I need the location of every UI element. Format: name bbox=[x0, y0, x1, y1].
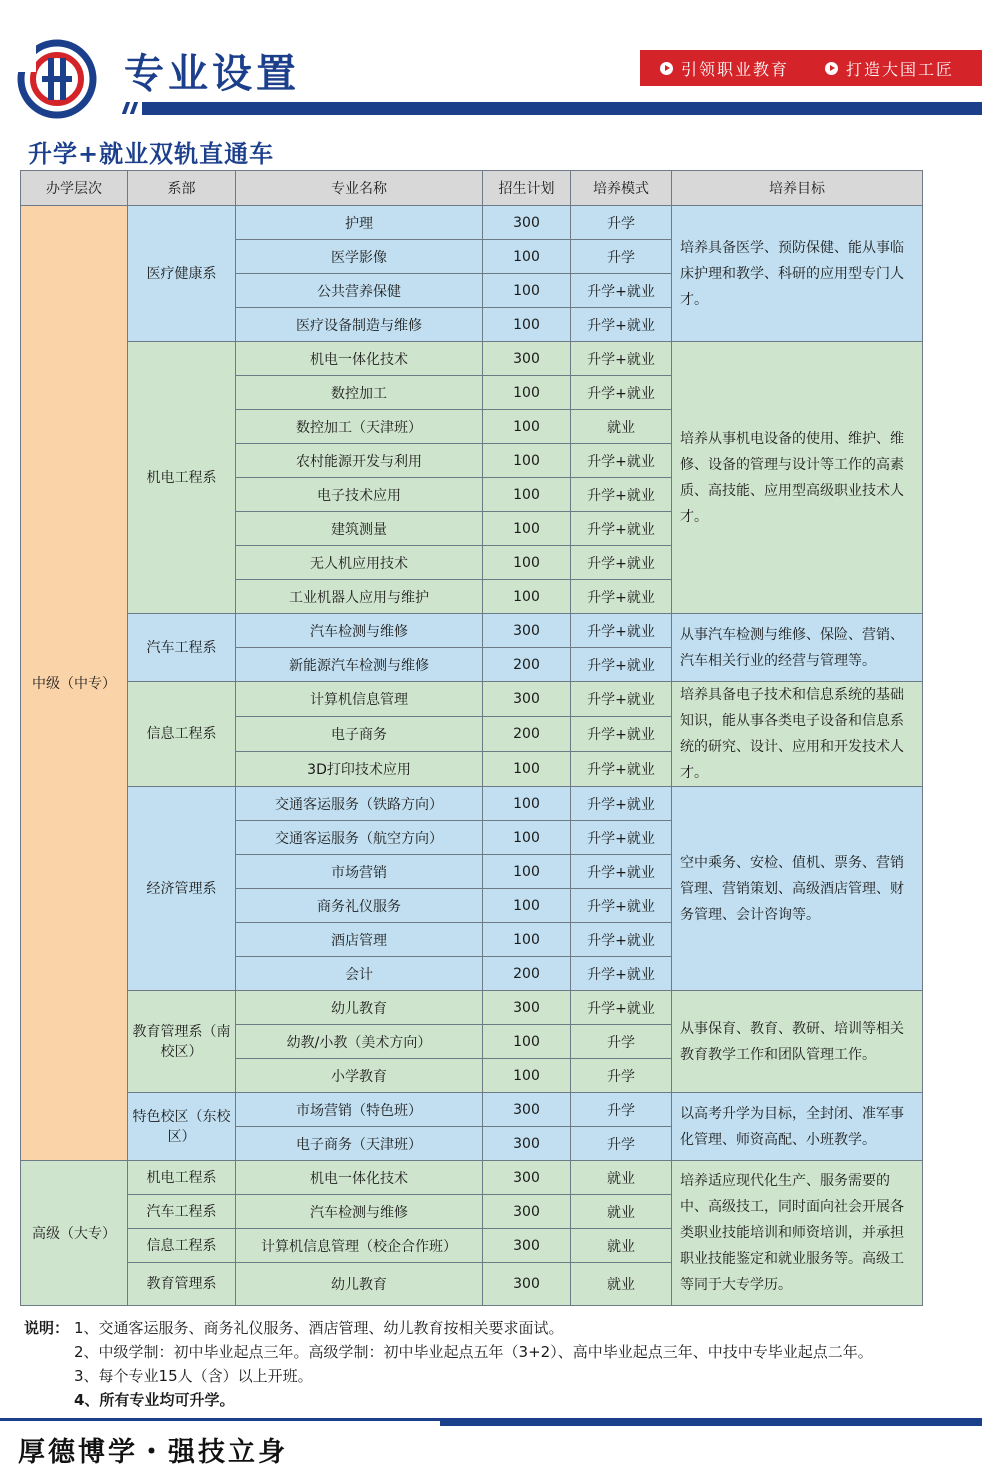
enrollment-cell: 300 bbox=[483, 1161, 571, 1195]
mode-cell: 升学 bbox=[571, 1059, 672, 1093]
enrollment-cell: 100 bbox=[483, 889, 571, 923]
program-name-cell: 商务礼仪服务 bbox=[236, 889, 483, 923]
header-stripe bbox=[130, 102, 138, 114]
program-name-cell: 工业机器人应用与维护 bbox=[236, 580, 483, 614]
note-item bbox=[24, 1388, 873, 1412]
department-cell: 机电工程系 bbox=[128, 342, 236, 614]
table-row bbox=[21, 991, 923, 1025]
slogan-text: 引领职业教育 bbox=[681, 59, 790, 79]
enrollment-cell: 300 bbox=[483, 682, 571, 717]
enrollment-cell: 200 bbox=[483, 717, 571, 752]
program-name-cell: 医疗设备制造与维修 bbox=[236, 308, 483, 342]
program-name-cell: 机电一体化技术 bbox=[236, 1161, 483, 1195]
column-header: 培养模式 bbox=[571, 171, 672, 206]
program-name-cell: 无人机应用技术 bbox=[236, 546, 483, 580]
program-name-cell: 幼教/小教（美术方向） bbox=[236, 1025, 483, 1059]
department-cell: 经济管理系 bbox=[128, 787, 236, 991]
mode-cell: 升学+就业 bbox=[571, 546, 672, 580]
department-cell: 信息工程系 bbox=[128, 682, 236, 787]
mode-cell: 就业 bbox=[571, 1161, 672, 1195]
footer-divider bbox=[440, 1420, 982, 1426]
program-name-cell: 汽车检测与维修 bbox=[236, 1195, 483, 1229]
goal-cell: 从事汽车检测与维修、保险、营销、汽车相关行业的经营与管理等。 bbox=[672, 614, 923, 682]
mode-cell: 就业 bbox=[571, 1229, 672, 1263]
note-text: 2、中级学制：初中毕业起点三年。高级学制：初中毕业起点五年（3+2）、高中毕业起点三年、中技中专毕业起点二年。 bbox=[74, 1343, 873, 1361]
mode-cell: 升学+就业 bbox=[571, 376, 672, 410]
enrollment-cell: 300 bbox=[483, 1093, 571, 1127]
header-stripe bbox=[142, 102, 982, 115]
mode-cell: 升学+就业 bbox=[571, 342, 672, 376]
mode-cell: 升学+就业 bbox=[571, 682, 672, 717]
column-header: 系部 bbox=[128, 171, 236, 206]
program-name-cell: 市场营销（特色班） bbox=[236, 1093, 483, 1127]
goal-cell: 培养具备电子技术和信息系统的基础知识，能从事各类电子设备和信息系统的研究、设计、应用和开发技术人才。 bbox=[672, 682, 923, 787]
table-header-row bbox=[21, 171, 923, 206]
mode-cell: 升学 bbox=[571, 1127, 672, 1161]
goal-cell: 培养从事机电设备的使用、维护、维修、设备的管理与设计等工作的高素质、高技能、应用型高级职业技术人才。 bbox=[672, 342, 923, 614]
enrollment-cell: 100 bbox=[483, 512, 571, 546]
enrollment-cell: 100 bbox=[483, 546, 571, 580]
enrollment-cell: 100 bbox=[483, 240, 571, 274]
mode-cell: 升学+就业 bbox=[571, 444, 672, 478]
enrollment-cell: 100 bbox=[483, 787, 571, 821]
play-icon bbox=[660, 62, 673, 75]
slogan-bar bbox=[640, 50, 982, 86]
enrollment-cell: 100 bbox=[483, 821, 571, 855]
program-table bbox=[20, 170, 923, 1306]
program-name-cell: 小学教育 bbox=[236, 1059, 483, 1093]
mode-cell: 升学 bbox=[571, 1093, 672, 1127]
program-name-cell: 计算机信息管理 bbox=[236, 682, 483, 717]
enrollment-cell: 100 bbox=[483, 855, 571, 889]
mode-cell: 升学+就业 bbox=[571, 991, 672, 1025]
enrollment-cell: 300 bbox=[483, 1229, 571, 1263]
goal-cell: 空中乘务、安检、值机、票务、营销管理、营销策划、高级酒店管理、财务管理、会计咨询等。 bbox=[672, 787, 923, 991]
slogan-item bbox=[660, 57, 789, 80]
department-cell: 汽车工程系 bbox=[128, 1195, 236, 1229]
goal-cell: 培养适应现代化生产、服务需要的中、高级技工，同时面向社会开展各类职业技能培训和师资培训，并承担职业技能鉴定和就业服务等。高级工等同于大专学历。 bbox=[672, 1161, 923, 1306]
program-name-cell: 市场营销 bbox=[236, 855, 483, 889]
note-item bbox=[24, 1316, 873, 1340]
program-name-cell: 幼儿教育 bbox=[236, 1263, 483, 1306]
program-name-cell: 电子技术应用 bbox=[236, 478, 483, 512]
section-title: 升学+就业双轨直通车 bbox=[28, 140, 275, 168]
header-stripe bbox=[122, 102, 130, 114]
school-logo bbox=[16, 38, 98, 120]
mode-cell: 升学+就业 bbox=[571, 648, 672, 682]
department-cell: 教育管理系 bbox=[128, 1263, 236, 1306]
enrollment-cell: 100 bbox=[483, 1025, 571, 1059]
mode-cell: 升学+就业 bbox=[571, 752, 672, 787]
mode-cell: 升学+就业 bbox=[571, 821, 672, 855]
program-name-cell: 数控加工（天津班） bbox=[236, 410, 483, 444]
page-title: 专业设置 bbox=[124, 51, 300, 97]
program-name-cell: 新能源汽车检测与维修 bbox=[236, 648, 483, 682]
mode-cell: 升学+就业 bbox=[571, 274, 672, 308]
goal-cell: 从事保育、教育、教研、培训等相关教育教学工作和团队管理工作。 bbox=[672, 991, 923, 1093]
department-cell: 医疗健康系 bbox=[128, 206, 236, 342]
note-item bbox=[24, 1340, 873, 1364]
program-name-cell: 汽车检测与维修 bbox=[236, 614, 483, 648]
table-row bbox=[21, 342, 923, 376]
mode-cell: 升学+就业 bbox=[571, 717, 672, 752]
goal-cell: 培养具备医学、预防保健、能从事临床护理和教学、科研的应用型专门人才。 bbox=[672, 206, 923, 342]
department-cell: 机电工程系 bbox=[128, 1161, 236, 1195]
table-row bbox=[21, 206, 923, 240]
table-row bbox=[21, 1161, 923, 1195]
program-name-cell: 数控加工 bbox=[236, 376, 483, 410]
program-name-cell: 农村能源开发与利用 bbox=[236, 444, 483, 478]
program-name-cell: 酒店管理 bbox=[236, 923, 483, 957]
mode-cell: 升学+就业 bbox=[571, 923, 672, 957]
program-name-cell: 计算机信息管理（校企合作班） bbox=[236, 1229, 483, 1263]
note-item bbox=[24, 1364, 873, 1388]
note-text: 1、交通客运服务、商务礼仪服务、酒店管理、幼儿教育按相关要求面试。 bbox=[74, 1319, 564, 1337]
table-row bbox=[21, 1093, 923, 1127]
program-name-cell: 3D打印技术应用 bbox=[236, 752, 483, 787]
table-row bbox=[21, 614, 923, 648]
program-name-cell: 交通客运服务（铁路方向） bbox=[236, 787, 483, 821]
school-motto: 厚德博学・强技立身 bbox=[18, 1437, 288, 1468]
enrollment-cell: 100 bbox=[483, 376, 571, 410]
column-header: 培养目标 bbox=[672, 171, 923, 206]
program-name-cell: 公共营养保健 bbox=[236, 274, 483, 308]
mode-cell: 升学+就业 bbox=[571, 308, 672, 342]
department-cell: 汽车工程系 bbox=[128, 614, 236, 682]
enrollment-cell: 100 bbox=[483, 444, 571, 478]
mode-cell: 升学 bbox=[571, 206, 672, 240]
mode-cell: 升学+就业 bbox=[571, 957, 672, 991]
goal-cell: 以高考升学为目标，全封闭、准军事化管理、师资高配、小班教学。 bbox=[672, 1093, 923, 1161]
table-body bbox=[21, 206, 923, 1306]
column-header: 办学层次 bbox=[21, 171, 128, 206]
level-cell: 中级（中专） bbox=[21, 206, 128, 1161]
mode-cell: 升学+就业 bbox=[571, 580, 672, 614]
program-name-cell: 医学影像 bbox=[236, 240, 483, 274]
slogan-item bbox=[825, 57, 954, 80]
enrollment-cell: 200 bbox=[483, 957, 571, 991]
mode-cell: 升学+就业 bbox=[571, 787, 672, 821]
notes bbox=[24, 1316, 873, 1412]
mode-cell: 升学 bbox=[571, 240, 672, 274]
enrollment-cell: 100 bbox=[483, 478, 571, 512]
enrollment-cell: 100 bbox=[483, 410, 571, 444]
program-name-cell: 交通客运服务（航空方向） bbox=[236, 821, 483, 855]
program-name-cell: 电子商务 bbox=[236, 717, 483, 752]
mode-cell: 升学+就业 bbox=[571, 889, 672, 923]
program-name-cell: 电子商务（天津班） bbox=[236, 1127, 483, 1161]
play-icon bbox=[825, 62, 838, 75]
table-row bbox=[21, 787, 923, 821]
enrollment-cell: 200 bbox=[483, 648, 571, 682]
enrollment-cell: 300 bbox=[483, 342, 571, 376]
department-cell: 信息工程系 bbox=[128, 1229, 236, 1263]
enrollment-cell: 100 bbox=[483, 274, 571, 308]
program-name-cell: 建筑测量 bbox=[236, 512, 483, 546]
department-cell: 教育管理系（南校区） bbox=[128, 991, 236, 1093]
enrollment-cell: 100 bbox=[483, 580, 571, 614]
enrollment-cell: 300 bbox=[483, 1195, 571, 1229]
enrollment-cell: 100 bbox=[483, 923, 571, 957]
enrollment-cell: 100 bbox=[483, 1059, 571, 1093]
department-cell: 特色校区（东校区） bbox=[128, 1093, 236, 1161]
mode-cell: 升学+就业 bbox=[571, 855, 672, 889]
enrollment-cell: 300 bbox=[483, 614, 571, 648]
note-text: 4、所有专业均可升学。 bbox=[74, 1391, 235, 1409]
mode-cell: 升学 bbox=[571, 1025, 672, 1059]
mode-cell: 就业 bbox=[571, 1195, 672, 1229]
column-header: 专业名称 bbox=[236, 171, 483, 206]
mode-cell: 就业 bbox=[571, 410, 672, 444]
mode-cell: 就业 bbox=[571, 1263, 672, 1306]
note-text: 3、每个专业15人（含）以上开班。 bbox=[74, 1367, 313, 1385]
program-name-cell: 机电一体化技术 bbox=[236, 342, 483, 376]
enrollment-cell: 300 bbox=[483, 1127, 571, 1161]
enrollment-cell: 300 bbox=[483, 991, 571, 1025]
mode-cell: 升学+就业 bbox=[571, 478, 672, 512]
table-row bbox=[21, 682, 923, 717]
level-cell: 高级（大专） bbox=[21, 1161, 128, 1306]
program-name-cell: 护理 bbox=[236, 206, 483, 240]
program-name-cell: 会计 bbox=[236, 957, 483, 991]
enrollment-cell: 300 bbox=[483, 1263, 571, 1306]
notes-label: 说明： bbox=[24, 1319, 70, 1337]
enrollment-cell: 100 bbox=[483, 308, 571, 342]
slogan-text: 打造大国工匠 bbox=[846, 59, 955, 79]
program-name-cell: 幼儿教育 bbox=[236, 991, 483, 1025]
enrollment-cell: 100 bbox=[483, 752, 571, 787]
mode-cell: 升学+就业 bbox=[571, 512, 672, 546]
mode-cell: 升学+就业 bbox=[571, 614, 672, 648]
column-header: 招生计划 bbox=[483, 171, 571, 206]
enrollment-cell: 300 bbox=[483, 206, 571, 240]
